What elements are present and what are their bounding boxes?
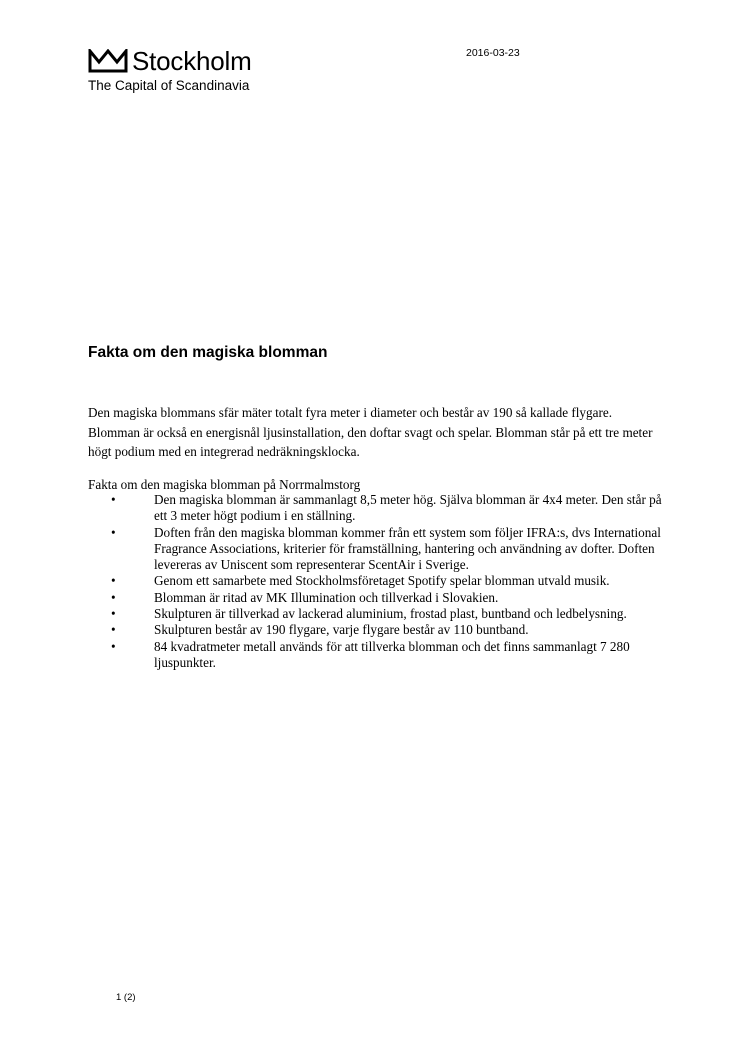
fact-text: Skulpturen är tillverkad av lackerad aluminium, frostad plast, buntband och ledbelysning. <box>154 606 627 622</box>
facts-intro: Fakta om den magiska blomman på Norrmalmstorg <box>88 477 361 492</box>
fact-text: Doften från den magiska blomman kommer från ett system som följer IFRA:s, dvs International Fragrance Associations, kriterier för framställning, hantering och användning av dofter. Doften levereras av Uniscent som representerar ScentAir i Sverige. <box>154 524 661 573</box>
list-item <box>88 622 668 638</box>
bullet-icon: • <box>111 622 116 638</box>
bullet-icon: • <box>111 589 116 605</box>
bullet-icon: • <box>111 638 116 654</box>
bullet-icon: • <box>111 606 116 622</box>
fact-text: Blomman är ritad av MK Illumination och tillverkad i Slovakien. <box>154 589 499 605</box>
page-number: 1 (2) <box>116 992 136 1003</box>
facts-list <box>88 492 668 671</box>
logo-row <box>88 46 288 76</box>
bullet-icon: • <box>111 573 116 589</box>
list-item <box>88 639 668 672</box>
bullet-icon: • <box>111 524 116 540</box>
bullet-icon: • <box>111 492 116 507</box>
page-title: Fakta om den magiska blomman <box>88 344 328 361</box>
crown-icon <box>88 49 128 73</box>
logo-name: Stockholm <box>132 46 252 76</box>
stockholm-logo <box>88 46 288 94</box>
list-item <box>88 573 668 589</box>
intro-paragraph: Den magiska blommans sfär mäter totalt fyra meter i diameter och består av 190 så kallade flygare. Blomman är också en energisnål ljusinstallation, den doftar svagt och spelar. Blomman står på ett tre meter högt podium med en integrerad nedräkningsklocka. <box>88 405 653 459</box>
document-date: 2016-03-23 <box>466 47 520 59</box>
list-item <box>88 525 668 574</box>
fact-text: Den magiska blomman är sammanlagt 8,5 meter hög. Själva blomman är 4x4 meter. Den står på ett 3 meter högt podium i en ställning. <box>154 492 662 524</box>
fact-text: Genom ett samarbete med Stockholmsföretaget Spotify spelar blomman utvald musik. <box>154 573 610 589</box>
fact-text: 84 kvadratmeter metall används för att tillverka blomman och det finns sammanlagt 7 280 ljuspunkter. <box>154 638 630 670</box>
list-item <box>88 590 668 606</box>
fact-text: Skulpturen består av 190 flygare, varje flygare består av 110 buntband. <box>154 622 529 638</box>
list-item <box>88 606 668 622</box>
list-item <box>88 492 668 525</box>
logo-tagline: The Capital of Scandinavia <box>88 78 250 93</box>
